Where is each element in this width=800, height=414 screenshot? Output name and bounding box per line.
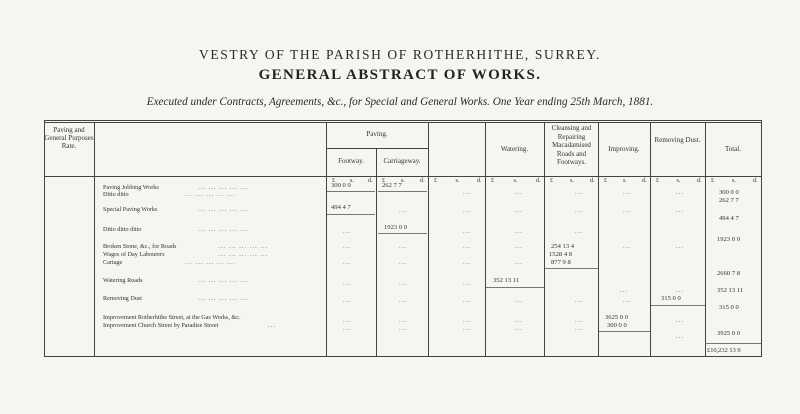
cell-improving: 300 0 0 <box>607 322 627 329</box>
unit-label: £ <box>711 177 715 184</box>
col-rule <box>705 122 706 357</box>
filler-dots: ... <box>676 287 684 294</box>
filler-dots: ... <box>575 228 583 235</box>
unit-label: £ <box>491 177 495 184</box>
cell-total: 352 13 11 <box>717 287 744 294</box>
filler-dots: ... <box>399 280 407 287</box>
filler-dots: ... <box>463 207 471 214</box>
row-label: Paving Jobbing Works <box>103 184 159 191</box>
cell-watering: 352 13 11 <box>493 277 520 284</box>
row-label: Broken Stone, &c., for Roads <box>103 243 177 250</box>
unit-label: d. <box>536 177 541 184</box>
unit-label: s. <box>350 177 354 184</box>
filler-dots: ... <box>399 259 407 266</box>
page-heading: VESTRY OF THE PARISH OF ROTHERHITHE, SURREY. <box>199 47 601 62</box>
filler-dots: ... <box>515 207 523 214</box>
page-title: GENERAL ABSTRACT OF WORKS. <box>258 67 542 83</box>
col-rule <box>485 122 486 357</box>
sub-rule <box>651 305 705 306</box>
filler-dots: ... <box>399 317 407 324</box>
filler-dots: ... <box>515 325 523 332</box>
cell-cleansing: 877 9 8 <box>551 259 571 266</box>
filler-dots: ... <box>515 317 523 324</box>
filler-dots: ... <box>623 297 631 304</box>
filler-dots: ... <box>399 325 407 332</box>
filler-dots: ... <box>399 243 407 250</box>
filler-dots: ... <box>623 189 631 196</box>
filler-dots: ... <box>343 317 351 324</box>
filler-dots: ... <box>676 189 684 196</box>
header-cleansing: Cleansing and Repairing Macadamised Roads and Footways. <box>551 124 592 166</box>
unit-label: £ <box>604 177 608 184</box>
leader-dots: ... ... ... ... ... <box>218 251 269 258</box>
leader-dots: ... ... ... ... ... <box>198 226 249 233</box>
unit-label: s. <box>401 177 405 184</box>
unit-label: d. <box>753 177 758 184</box>
filler-dots: ... <box>676 243 684 250</box>
table-bottom-rule <box>44 356 761 357</box>
leader-dots: ... ... ... ... ... <box>218 243 269 250</box>
sub-rule <box>599 331 650 332</box>
filler-dots: ... <box>399 207 407 214</box>
unit-label: s. <box>513 177 518 184</box>
total-rule <box>705 343 761 344</box>
leader-dots: ... ... ... ... ... <box>198 277 249 284</box>
row-label: Watering Roads <box>103 277 143 284</box>
sub-rule <box>486 287 544 288</box>
header-watering: Watering. <box>500 145 529 153</box>
header-paving: Paving. <box>366 130 388 138</box>
unit-label: s. <box>455 177 460 184</box>
unit-label: £ <box>382 177 386 184</box>
filler-dots: ... <box>463 228 471 235</box>
col-rule <box>376 148 377 357</box>
row-label: Improvement Church Street by Paradise Street <box>103 322 219 329</box>
leader-dots: ... ... ... ... ... <box>198 206 249 213</box>
filler-dots: ... <box>676 317 684 324</box>
filler-dots: ... <box>676 207 684 214</box>
filler-dots: ... <box>463 259 471 266</box>
cell-cleansing: 254 13 4 <box>551 243 575 250</box>
unit-label: d. <box>420 177 425 184</box>
unit-label: s. <box>570 177 574 184</box>
cell-total: 1923 0 0 <box>717 236 741 243</box>
cell-improving: 3625 0 0 <box>605 314 629 321</box>
leader-dots: ... <box>268 322 276 329</box>
filler-dots: ... <box>575 207 583 214</box>
cell-total: 2660 7 8 <box>717 270 741 277</box>
filler-dots: ... <box>463 243 471 250</box>
unit-label: £ <box>656 177 660 184</box>
header-rate: Paving and General Purposes Rate. <box>44 126 94 150</box>
cell-total: 262 7 7 <box>719 197 739 204</box>
col-rule <box>650 122 651 357</box>
col-rule <box>94 122 95 357</box>
filler-dots: ... <box>575 189 583 196</box>
filler-dots: ... <box>575 325 583 332</box>
filler-dots: ... <box>623 243 631 250</box>
header-improving: Improving. <box>608 145 640 153</box>
unit-label: s. <box>623 177 627 184</box>
filler-dots: ... <box>575 297 583 304</box>
grand-total: £10,232 13 9 <box>707 347 741 354</box>
row-label: Wages of Day Labourers <box>103 251 165 258</box>
filler-dots: ... <box>399 297 407 304</box>
filler-dots: ... <box>676 333 684 340</box>
right-rule <box>761 120 762 357</box>
header-carriageway: Carriageway. <box>383 157 421 165</box>
filler-dots: ... <box>515 297 523 304</box>
cell-carriageway: 1923 0 0 <box>384 224 408 231</box>
filler-dots: ... <box>515 243 523 250</box>
filler-dots: ... <box>575 317 583 324</box>
sub-rule <box>378 191 427 192</box>
filler-dots: ... <box>515 189 523 196</box>
sub-rule <box>327 214 375 215</box>
table-top-rule <box>44 120 761 121</box>
unit-label: £ <box>332 177 336 184</box>
filler-dots: ... <box>463 317 471 324</box>
unit-label: d. <box>477 177 482 184</box>
left-rule <box>44 120 45 357</box>
filler-dots: ... <box>623 207 631 214</box>
row-label: Improvement Rotherhithe Street, at the Gas Works, &c. <box>103 314 241 321</box>
unit-label: d. <box>697 177 702 184</box>
sub-rule <box>545 268 598 269</box>
paving-sub-rule <box>326 148 428 149</box>
leader-dots: ... ... ... ... ... <box>198 295 249 302</box>
table-top-rule-2 <box>44 122 761 123</box>
col-rule <box>428 122 429 357</box>
cell-total: 3925 0 0 <box>717 330 741 337</box>
filler-dots: ... <box>463 189 471 196</box>
filler-dots: ... <box>463 280 471 287</box>
caption: Executed under Contracts, Agreements, &c., for Special and General Works. One Year ending 25th March, 1881. <box>146 96 654 108</box>
col-rule <box>598 122 599 357</box>
leader-dots: ... ... ... ... ... <box>185 259 236 266</box>
unit-label: £ <box>434 177 438 184</box>
filler-dots: ... <box>463 325 471 332</box>
cell-footway: 494 4 7 <box>331 204 351 211</box>
filler-dots: ... <box>515 259 523 266</box>
unit-label: £ <box>550 177 554 184</box>
header-removing: Removing Dust. <box>654 136 701 144</box>
cell-cleansing: 1528 4 8 <box>549 251 573 258</box>
unit-label: d. <box>368 177 373 184</box>
sub-rule <box>327 191 375 192</box>
filler-dots: ... <box>343 243 351 250</box>
filler-dots: ... <box>515 228 523 235</box>
filler-dots: ... <box>343 228 351 235</box>
filler-dots: ... <box>463 297 471 304</box>
row-label: Ditto ditto ditto <box>103 226 142 233</box>
cell-footway: 300 0 0 <box>331 182 351 189</box>
leader-dots: ... ... ... ... ... <box>185 191 236 198</box>
cell-carriageway: 262 7 7 <box>382 182 402 189</box>
unit-label: d. <box>590 177 595 184</box>
row-label: Removing Dust <box>103 295 143 302</box>
filler-dots: ... <box>343 297 351 304</box>
header-total: Total. <box>724 145 742 153</box>
cell-total: 494 4 7 <box>719 215 739 222</box>
unit-label: d. <box>642 177 647 184</box>
header-footway: Footway. <box>338 157 364 165</box>
cell-total: 300 0 0 <box>719 189 739 196</box>
filler-dots: ... <box>620 287 628 294</box>
filler-dots: ... <box>343 280 351 287</box>
row-label: Ditto ditto <box>103 191 129 198</box>
sub-rule <box>378 233 427 234</box>
filler-dots: ... <box>343 325 351 332</box>
cell-removing: 315 0 0 <box>661 295 681 302</box>
leader-dots: ... ... ... ... ... <box>198 184 249 191</box>
row-label: Cartage <box>103 259 123 266</box>
filler-dots: ... <box>343 259 351 266</box>
unit-label: s. <box>732 177 736 184</box>
row-label: Special Paving Works <box>103 206 158 213</box>
cell-total: 315 0 0 <box>719 304 739 311</box>
unit-label: s. <box>676 177 681 184</box>
